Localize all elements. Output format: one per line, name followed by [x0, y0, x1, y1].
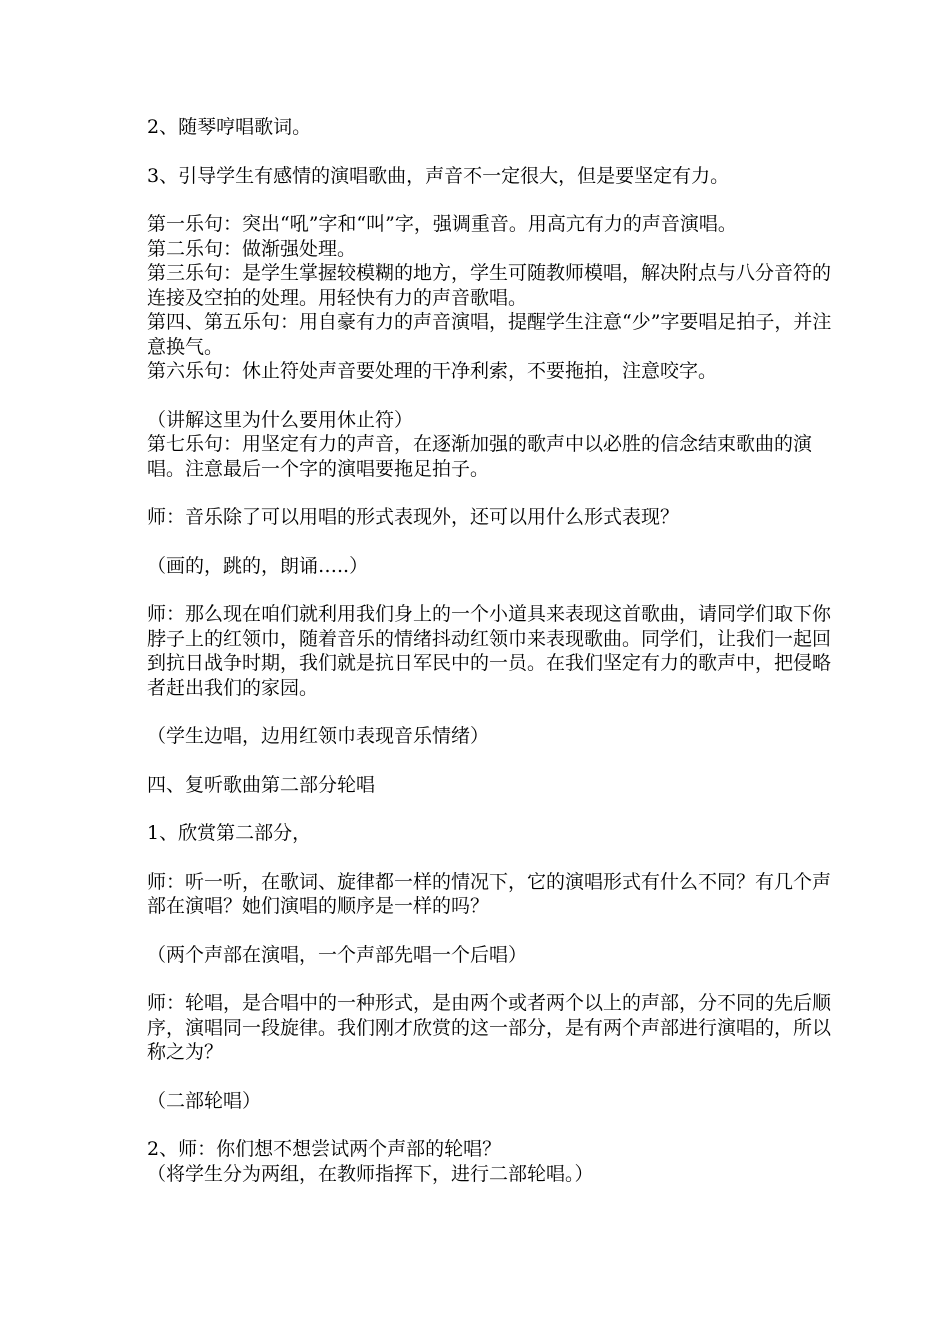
paragraph-appreciate-part-2: 1、欣赏第二部分， [147, 822, 312, 844]
paragraph-teacher-try-round: 2、师：你们想不想尝试两个声部的轮唱？ [147, 1138, 502, 1160]
paragraph-phrase-1: 第一乐句：突出“吼”字和“叫”字，强调重音。用高亢有力的声音演唱。 [147, 213, 737, 235]
section-heading-round-singing: 四、复听歌曲第二部分轮唱 [147, 773, 376, 796]
paragraph-phrase-6: 第六乐句：休止符处声音要处理的干净利索，不要拖拍，注意咬字。 [147, 360, 718, 382]
paragraph-answer-forms: （画的，跳的，朗诵…..） [147, 554, 369, 577]
paragraph-students-sing: （学生边唱，边用红领巾表现音乐情绪） [147, 725, 490, 747]
paragraph-answer-two-part-round: （二部轮唱） [147, 1089, 262, 1112]
paragraph-hum-lyrics: 2、随琴哼唱歌词。 [147, 116, 312, 138]
paragraph-emotional-singing: 3、引导学生有感情的演唱歌曲，声音不一定很大，但是要坚定有力。 [147, 164, 730, 187]
paragraph-teacher-question-forms: 师：音乐除了可以用唱的形式表现外，还可以用什么形式表现？ [147, 506, 680, 528]
paragraph-phrase-2: 第二乐句：做渐强处理。 [147, 237, 357, 260]
document-page [147, 115, 847, 1186]
paragraph-teacher-round-definition: 师：轮唱，是合唱中的一种形式，是由两个或者两个以上的声部，分不同的先后顺序，演唱同一段旋律。我们刚才欣赏的这一部分，是有两个声部进行演唱的，所以称之为？ [147, 992, 832, 1063]
paragraph-teacher-red-scarf: 师：那么现在咱们就利用我们身上的一个小道具来表现这首歌曲，请同学们取下你脖子上的红领巾，随着音乐的情绪抖动红领巾来表现歌曲。同学们，让我们一起回到抗日战争时期，我们就是抗日军民中的一员。在我们坚定有力的歌声中，把侵略者赶出我们的家园。 [147, 603, 832, 699]
paragraph-teacher-listen: 师：听一听，在歌词、旋律都一样的情况下，它的演唱形式有什么不同？有几个声部在演唱？她们演唱的顺序是一样的吗？ [147, 870, 832, 917]
paragraph-split-groups: （将学生分为两组，在教师指挥下，进行二部轮唱。） [147, 1162, 594, 1185]
paragraph-phrase-3: 第三乐句：是学生掌握较模糊的地方，学生可随教师模唱，解决附点与八分音符的连接及空拍的处理。用轻快有力的声音歌唱。 [147, 262, 832, 309]
paragraph-phrase-4-5: 第四、第五乐句：用自豪有力的声音演唱，提醒学生注意“少”字要唱足拍子，并注意换气。 [147, 311, 832, 358]
paragraph-rest-note-explain: （讲解这里为什么要用休止符） [147, 408, 414, 431]
paragraph-answer-two-parts: （两个声部在演唱，一个声部先唱一个后唱） [147, 943, 528, 966]
paragraph-phrase-7: 第七乐句：用坚定有力的声音，在逐渐加强的歌声中以必胜的信念结束歌曲的演唱。注意最后一个字的演唱要拖足拍子。 [147, 433, 813, 480]
